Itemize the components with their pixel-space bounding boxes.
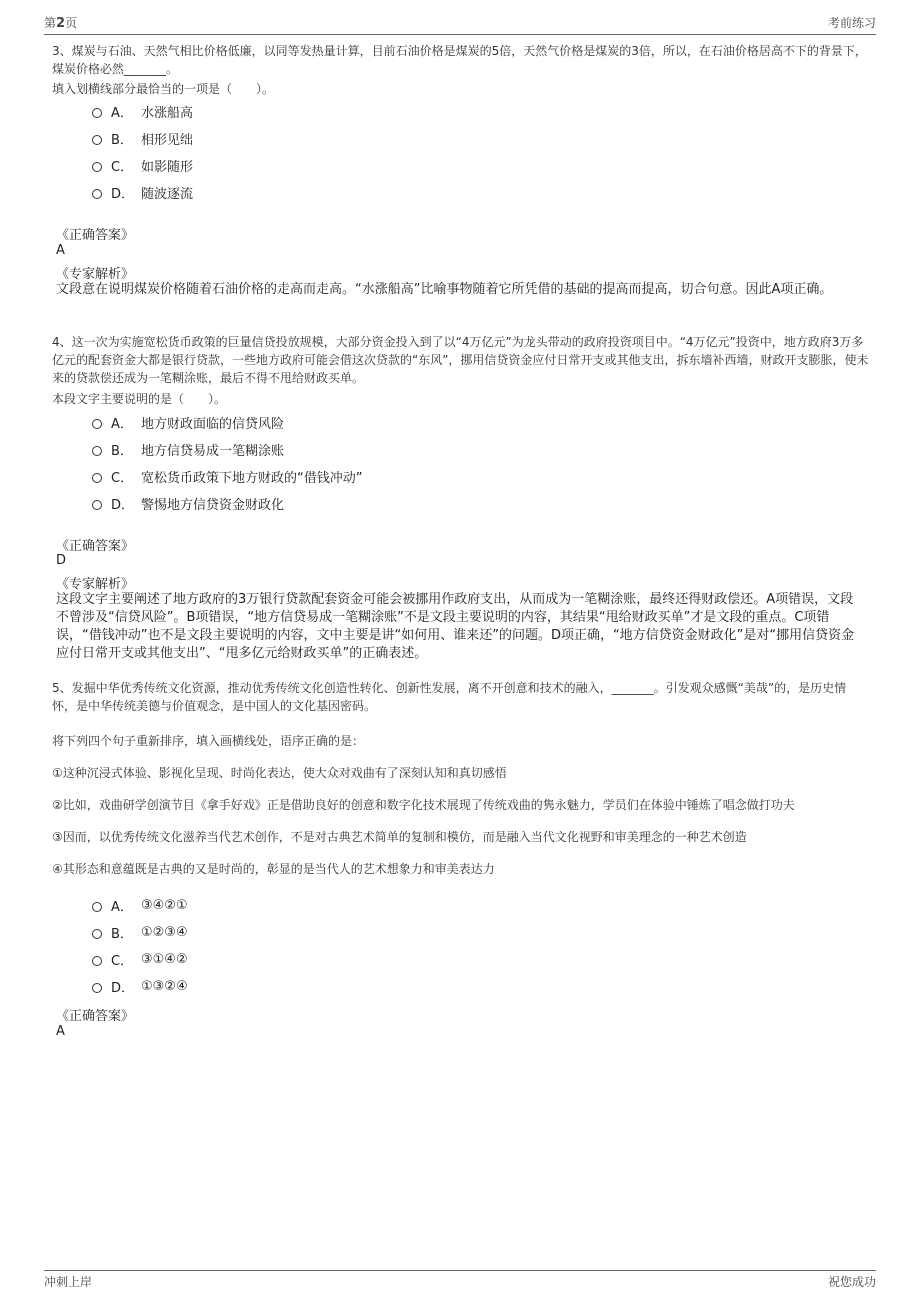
q5-option-b[interactable]: B． ①②③④: [92, 923, 188, 941]
q4-option-b[interactable]: B． 地方信贷易成一笔糊涂账: [92, 440, 284, 458]
q3-option-b[interactable]: B． 相形见绌: [92, 129, 193, 147]
q3-option-d[interactable]: D． 随波逐流: [92, 183, 193, 201]
q4-analysis-heading: 《专家解析》: [56, 577, 135, 592]
q5-answer: A: [56, 1024, 65, 1039]
q3-answer: A: [56, 243, 65, 258]
q3-option-c[interactable]: C． 如影随形: [92, 156, 193, 174]
q4-answer-heading: 《正确答案》: [56, 539, 135, 554]
q5-sentence-3: ③因而，以优秀传统文化滋养当代艺术创作，不是对古典艺术简单的复制和模仿，而是融入当代文化视野和审美理念的一种艺术创造: [52, 830, 747, 844]
radio-icon[interactable]: [92, 500, 102, 510]
footer-right: 祝您成功: [827, 1275, 876, 1289]
q4-option-a[interactable]: A． 地方财政面临的信贷风险: [92, 413, 284, 431]
header-title: 考前练习: [827, 16, 876, 30]
page-footer: [44, 1270, 876, 1290]
page-number: 第2页: [44, 16, 78, 31]
page-header: [44, 14, 876, 35]
radio-icon[interactable]: [92, 162, 102, 172]
radio-icon[interactable]: [92, 956, 102, 966]
radio-icon[interactable]: [92, 108, 102, 118]
q5-option-c[interactable]: C． ③①④②: [92, 950, 188, 968]
q5-sentence-4: ④其形态和意蕴既是古典的又是时尚的，彰显的是当代人的艺术想象力和审美表达力: [52, 862, 495, 876]
question-3-prompt: 填入划横线部分最恰当的一项是（ ）。: [52, 82, 275, 96]
radio-icon[interactable]: [92, 473, 102, 483]
radio-icon[interactable]: [92, 419, 102, 429]
question-4-prompt: 本段文字主要说明的是（ ）。: [52, 392, 227, 406]
q3-answer-heading: 《正确答案》: [56, 228, 135, 243]
q5-sentence-1: ①这种沉浸式体验、影视化呈现、时尚化表达，使大众对戏曲有了深刻认知和真切感悟: [52, 766, 507, 780]
question-4-text: 4、这一次为实施宽松货币政策的巨量信贷投放规模，大部分资金投入到了以“4万亿元”为龙头带动的政府投资项目中。“4万亿元”投资中，地方政府3万多亿元的配套资金大都是银行贷款，一些地方政府可能会借这次贷款的“东风”，挪用信贷资金应付日常开支或其他支出，拆东墙补西墙，财政开支膨胀，使未来的贷款偿还成为一笔糊涂账，最后不得不甩给财政买单。: [52, 335, 869, 385]
q4-answer: D: [56, 553, 67, 568]
question-5-prompt: 将下列四个句子重新排序，填入画横线处，语序正确的是：: [52, 734, 365, 748]
q5-option-a[interactable]: A． ③④②①: [92, 896, 188, 914]
q5-answer-heading: 《正确答案》: [56, 1009, 135, 1024]
question-5-text: 5、发掘中华优秀传统文化资源，推动优秀传统文化创造性转化、创新性发展，离不开创意和技术的融入，_______。引发观众感慨“美哉”的，是历史情怀，是中华传统美德与价值观念，是中国人的文化基因密码。: [52, 681, 847, 713]
q4-option-c[interactable]: C． 宽松货币政策下地方财政的“借钱冲动”: [92, 467, 362, 485]
q3-option-a[interactable]: A． 水涨船高: [92, 102, 193, 120]
radio-icon[interactable]: [92, 902, 102, 912]
radio-icon[interactable]: [92, 983, 102, 993]
question-3-text: 3、煤炭与石油、天然气相比价格低廉，以同等发热量计算，目前石油价格是煤炭的5倍，天然气价格是煤炭的3倍，所以，在石油价格居高不下的背景下，煤炭价格必然_______。: [52, 44, 867, 76]
radio-icon[interactable]: [92, 189, 102, 199]
radio-icon[interactable]: [92, 929, 102, 939]
q3-analysis-heading: 《专家解析》: [56, 267, 135, 282]
radio-icon[interactable]: [92, 446, 102, 456]
q4-option-d[interactable]: D． 警惕地方信贷资金财政化: [92, 494, 284, 512]
q5-option-d[interactable]: D． ①③②④: [92, 977, 188, 995]
q3-analysis: 文段意在说明煤炭价格随着石油价格的走高而走高。“水涨船高”比喻事物随着它所凭借的基础的提高而提高，切合句意。因此A项正确。: [56, 282, 833, 297]
q5-sentence-2: ②比如，戏曲研学创演节目《拿手好戏》正是借助良好的创意和数字化技术展现了传统戏曲的隽永魅力，学员们在体验中锤炼了唱念做打功夫: [52, 798, 795, 812]
radio-icon[interactable]: [92, 135, 102, 145]
footer-left: 冲刺上岸: [44, 1275, 93, 1289]
q4-analysis: 这段文字主要阐述了地方政府的3万银行贷款配套资金可能会被挪用作政府支出，从而成为一笔糊涂账，最终还得财政偿还。A项错误，文段不曾涉及“信贷风险”。B项错误，“地方信贷易成一笔糊涂账”不是文段主要说明的内容，其结果“甩给财政买单”才是文段的重点。C项错误，“借钱冲动”也不是文段主要说明的内容，文中主要是讲“如何用、谁来还”的问题。D项正确，“地方信贷资金财政化”是对“挪用信贷资金应付日常开支或其他支出”、“甩多亿元给财政买单”的正确表述。: [56, 592, 855, 661]
